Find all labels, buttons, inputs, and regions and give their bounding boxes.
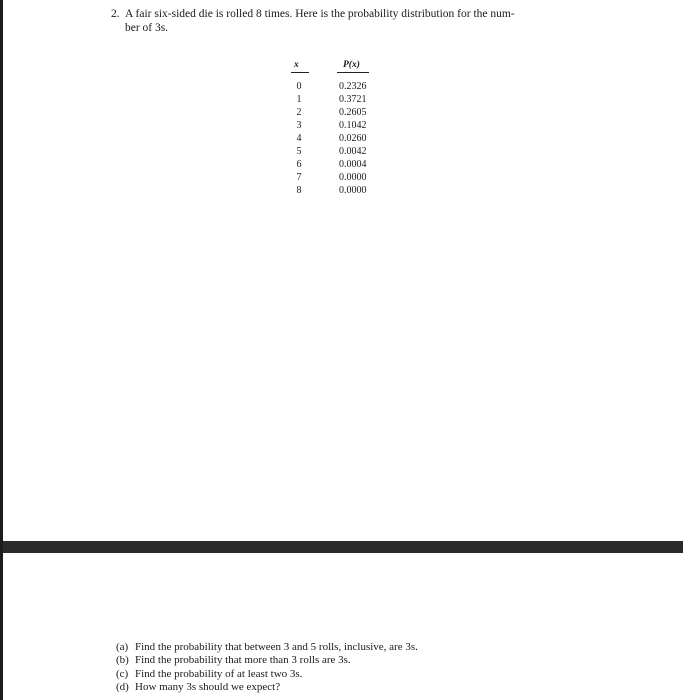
- header-rule-x: [291, 72, 309, 73]
- question-text: How many 3s should we expect?: [135, 680, 281, 693]
- question-c: [116, 668, 418, 681]
- table-row: [285, 119, 385, 132]
- header-rule-p: [337, 72, 369, 73]
- p-value: 0.3721: [339, 94, 367, 105]
- table-row: [285, 106, 385, 119]
- problem-statement: [111, 7, 571, 35]
- table-row: [285, 184, 385, 197]
- header-x: x: [294, 60, 299, 70]
- p-value: 0.2326: [339, 81, 367, 92]
- x-value: 1: [296, 94, 302, 105]
- p-value: 0.1042: [339, 120, 367, 131]
- x-value: 0: [296, 81, 302, 92]
- p-value: 0.0042: [339, 146, 367, 157]
- question-list: [116, 641, 418, 694]
- x-value: 2: [296, 107, 302, 118]
- question-text: Find the probability of at least two 3s.: [135, 667, 303, 680]
- p-value: 0.0000: [339, 185, 367, 196]
- header-px: P(x): [343, 60, 360, 70]
- question-label: (a): [116, 641, 129, 653]
- x-value: 8: [296, 185, 302, 196]
- question-text: Find the probability that more than 3 rolls are 3s.: [135, 654, 351, 667]
- p-value: 0.0000: [339, 172, 367, 183]
- x-value: 3: [296, 120, 302, 131]
- question-label: (c): [116, 667, 129, 680]
- table-row: [285, 158, 385, 171]
- p-value: 0.0260: [339, 133, 367, 144]
- x-value: 4: [296, 133, 302, 144]
- table-row: [285, 171, 385, 184]
- question-label: (d): [116, 680, 129, 693]
- question-label: (b): [116, 654, 129, 667]
- x-value: 5: [296, 146, 302, 157]
- question-text: Find the probability that between 3 and 5 rolls, inclusive, are 3s.: [135, 641, 418, 653]
- question-a: [116, 641, 418, 654]
- table-row: [285, 93, 385, 106]
- problem-number: 2.: [111, 8, 120, 20]
- table-row: [285, 132, 385, 145]
- x-value: 7: [296, 172, 302, 183]
- problem-text-line-2: ber of 3s.: [125, 22, 169, 34]
- problem-text: [125, 7, 571, 35]
- p-value: 0.2605: [339, 107, 367, 118]
- problem-text-line-1: A fair six-sided die is rolled 8 times. Here is the probability distribution for the num-: [125, 8, 515, 20]
- p-value: 0.0004: [339, 159, 367, 170]
- x-value: 6: [296, 159, 302, 170]
- question-d: [116, 681, 418, 694]
- page-divider: [3, 541, 683, 553]
- question-b: [116, 654, 418, 667]
- table-row: [285, 80, 385, 93]
- table-row: [285, 145, 385, 158]
